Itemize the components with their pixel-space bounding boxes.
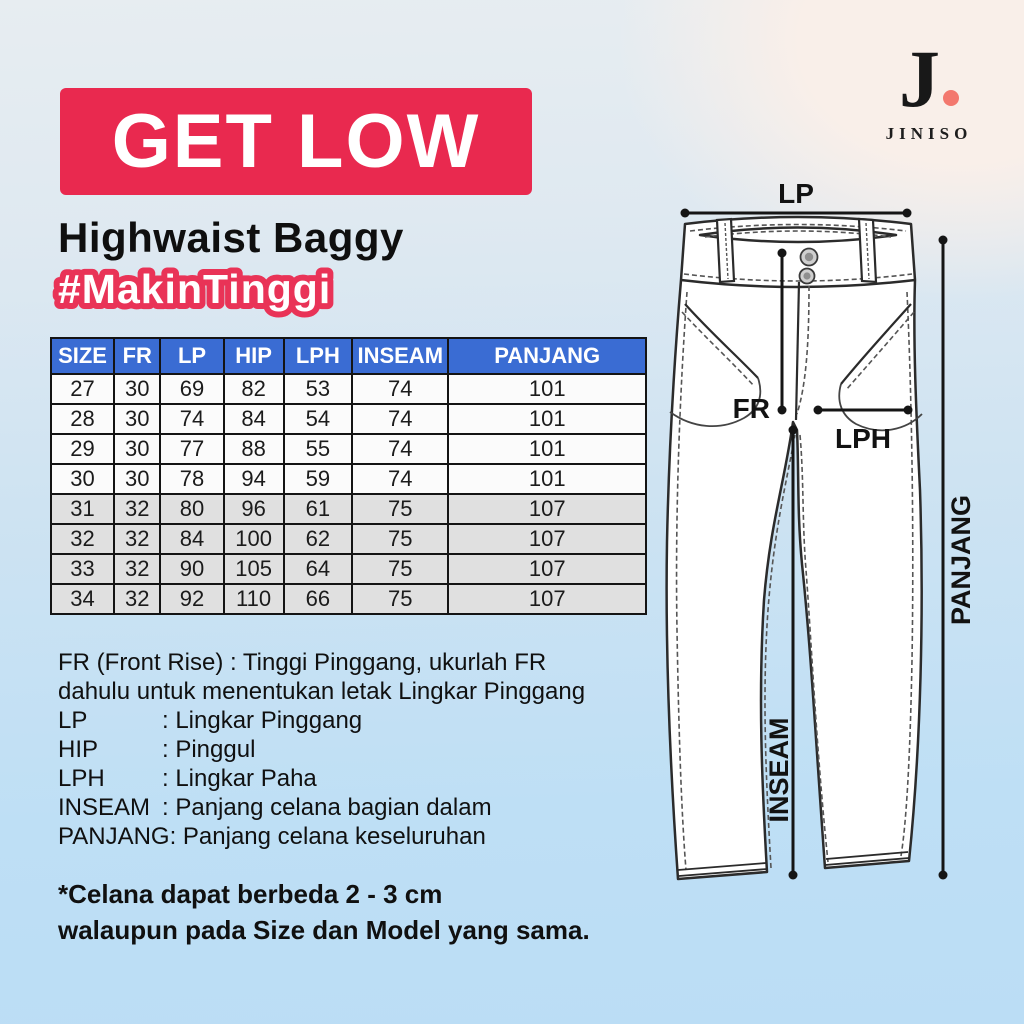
table-cell: 55 <box>284 434 352 464</box>
table-cell: 110 <box>224 584 284 614</box>
table-cell: 101 <box>448 374 646 404</box>
table-cell: 54 <box>284 404 352 434</box>
column-header: INSEAM <box>352 338 448 374</box>
brand-name: JINISO <box>885 124 973 144</box>
table-cell: 32 <box>114 554 160 584</box>
table-cell: 84 <box>160 524 223 554</box>
legend-item <box>58 793 678 822</box>
disclaimer-line2: walaupun pada Size dan Model yang sama. <box>58 915 590 945</box>
label-lph: LPH <box>835 423 891 454</box>
title-banner <box>60 88 532 195</box>
table-cell: 107 <box>448 554 646 584</box>
pants-diagram <box>650 180 1024 920</box>
table-cell: 74 <box>352 404 448 434</box>
table-cell: 75 <box>352 524 448 554</box>
table-cell: 74 <box>352 434 448 464</box>
legend-description: : Panjang celana keseluruhan <box>169 823 486 850</box>
disclaimer-note <box>58 876 590 948</box>
table-cell: 90 <box>160 554 223 584</box>
table-cell: 28 <box>51 404 114 434</box>
table-cell: 82 <box>224 374 284 404</box>
legend-abbreviation: HIP <box>58 736 99 763</box>
brand-initial-letter: J <box>899 33 940 124</box>
table-cell: 30 <box>114 374 160 404</box>
table-row <box>51 404 646 434</box>
table-cell: 107 <box>448 524 646 554</box>
table-row <box>51 434 646 464</box>
measurement-legend <box>58 648 678 851</box>
table-cell: 75 <box>352 554 448 584</box>
table-row <box>51 494 646 524</box>
table-cell: 107 <box>448 494 646 524</box>
table-row <box>51 554 646 584</box>
disclaimer-line1: *Celana dapat berbeda 2 - 3 cm <box>58 879 443 909</box>
table-cell: 88 <box>224 434 284 464</box>
table-cell: 69 <box>160 374 223 404</box>
table-cell: 29 <box>51 434 114 464</box>
table-cell: 100 <box>224 524 284 554</box>
table-cell: 94 <box>224 464 284 494</box>
label-lp: LP <box>778 180 814 209</box>
table-cell: 107 <box>448 584 646 614</box>
table-header-row <box>51 338 646 374</box>
table-cell: 84 <box>224 404 284 434</box>
table-cell: 74 <box>352 464 448 494</box>
table-cell: 59 <box>284 464 352 494</box>
table-cell: 32 <box>114 524 160 554</box>
table-cell: 33 <box>51 554 114 584</box>
product-subtitle: Highwaist Baggy <box>58 214 404 261</box>
column-header: PANJANG <box>448 338 646 374</box>
legend-description: : Lingkar Pinggang <box>162 707 363 734</box>
table-cell: 101 <box>448 434 646 464</box>
table-cell: 32 <box>114 494 160 524</box>
legend-abbreviation: LP <box>58 707 88 734</box>
table-cell: 66 <box>284 584 352 614</box>
label-panjang: PANJANG <box>946 494 976 626</box>
legend-description: : Panjang celana bagian dalam <box>162 794 492 821</box>
size-table-body <box>51 374 646 614</box>
table-cell: 30 <box>114 434 160 464</box>
legend-abbreviation: PANJANG <box>58 823 170 850</box>
legend-item <box>58 706 678 735</box>
table-cell: 75 <box>352 584 448 614</box>
legend-description: : Pinggul <box>162 736 256 763</box>
table-cell: 92 <box>160 584 223 614</box>
table-cell: 64 <box>284 554 352 584</box>
table-cell: 27 <box>51 374 114 404</box>
label-inseam: INSEAM <box>764 717 794 823</box>
table-cell: 105 <box>224 554 284 584</box>
table-cell: 78 <box>160 464 223 494</box>
table-row <box>51 464 646 494</box>
legend-item <box>58 735 678 764</box>
table-cell: 77 <box>160 434 223 464</box>
table-cell: 74 <box>160 404 223 434</box>
table-cell: 53 <box>284 374 352 404</box>
column-header: LPH <box>284 338 352 374</box>
table-cell: 30 <box>114 464 160 494</box>
hashtag-text: #MakinTinggi <box>58 266 332 312</box>
table-cell: 101 <box>448 404 646 434</box>
label-fr: FR <box>732 393 770 424</box>
table-cell: 32 <box>51 524 114 554</box>
table-cell: 30 <box>114 404 160 434</box>
table-row <box>51 584 646 614</box>
legend-abbreviation: LPH <box>58 765 105 792</box>
table-cell: 30 <box>51 464 114 494</box>
legend-item <box>58 764 678 793</box>
table-row <box>51 374 646 404</box>
brand-initial <box>843 34 1015 124</box>
table-cell: 101 <box>448 464 646 494</box>
brand-logo <box>843 34 1015 194</box>
size-chart-table <box>50 337 647 615</box>
table-cell: 34 <box>51 584 114 614</box>
legend-abbreviation: INSEAM <box>58 794 151 821</box>
table-cell: 96 <box>224 494 284 524</box>
table-cell: 32 <box>114 584 160 614</box>
legend-description: : Lingkar Paha <box>162 765 317 792</box>
brand-dot-icon <box>943 90 959 106</box>
table-cell: 80 <box>160 494 223 524</box>
column-header: HIP <box>224 338 284 374</box>
table-cell: 62 <box>284 524 352 554</box>
legend-intro-line1: FR (Front Rise) : Tinggi Pinggang, ukurlah FR <box>58 649 547 676</box>
legend-item <box>58 822 678 851</box>
hashtag-sticker <box>50 256 380 322</box>
column-header: SIZE <box>51 338 114 374</box>
table-cell: 75 <box>352 494 448 524</box>
table-cell: 31 <box>51 494 114 524</box>
column-header: LP <box>160 338 223 374</box>
table-row <box>51 524 646 554</box>
legend-intro-line2: dahulu untuk menentukan letak Lingkar Pinggang <box>58 678 586 705</box>
table-cell: 74 <box>352 374 448 404</box>
table-cell: 61 <box>284 494 352 524</box>
page-title: GET LOW <box>111 98 481 184</box>
column-header: FR <box>114 338 160 374</box>
